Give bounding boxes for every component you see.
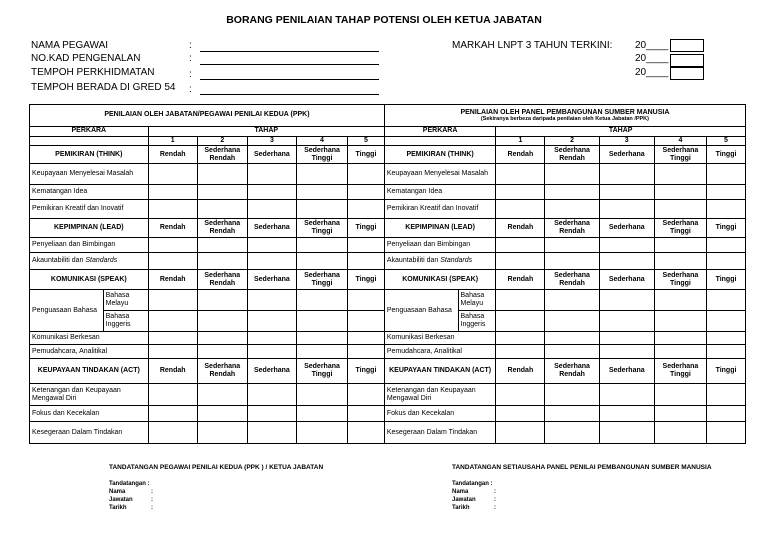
item-label-italic: Standards [85,257,118,265]
signature-left-title: TANDATANGAN PEGAWAI PENILAI KEDUA (PPK ) / KETUA JABATAN [109,464,324,471]
item-label: Pemudahcara, Analitikal [30,345,149,359]
rating-cell[interactable] [654,422,706,444]
item-label: Kematangan Idea [384,185,495,200]
rating-cell[interactable] [599,164,654,185]
rating-cell[interactable] [247,200,296,219]
rating-cell[interactable] [348,311,385,332]
field-label-tempoh: TEMPOH PERKHIDMATAN [31,67,155,78]
level-name: Rendah [148,146,197,164]
rating-cell[interactable] [148,200,197,219]
rating-cell[interactable] [296,200,347,219]
rating-cell[interactable] [296,185,347,200]
field-colon: : [189,84,192,95]
sig-field-nama [109,488,269,496]
rating-cell[interactable] [654,406,706,422]
rating-cell[interactable] [545,238,599,253]
level-name: Rendah [148,359,197,384]
level-name: Sederhana [599,146,654,164]
rating-cell[interactable] [348,185,385,200]
markah-year-2: 20____ [635,53,669,64]
level-name: Sederhana Tinggi [654,219,706,238]
item-label: Ketenangan dan Keupayaan Mengawal Diri [384,384,495,406]
rating-cell[interactable] [148,311,197,332]
rating-cell[interactable] [348,200,385,219]
level-name: Sederhana Rendah [545,359,599,384]
item-sublabel: Bahasa Inggeris [458,311,496,332]
rating-cell[interactable] [545,384,599,406]
right-panel-header [384,105,745,127]
rating-cell[interactable] [654,345,706,359]
level-name: Sederhana Rendah [197,219,247,238]
markah-year-3: 20____ [635,67,669,78]
rating-cell[interactable] [247,253,296,270]
rating-cell[interactable] [148,345,197,359]
section-lead: KEPIMPINAN (LEAD) [30,219,149,238]
sig-label: Jawatan [109,497,133,503]
rating-cell[interactable] [348,290,385,311]
rating-cell[interactable] [496,345,545,359]
level-name: Rendah [496,219,545,238]
perkara-header: PERKARA [30,127,149,137]
rating-cell[interactable] [654,332,706,345]
rating-cell[interactable] [348,164,385,185]
rating-cell[interactable] [545,332,599,345]
rating-cell[interactable] [496,384,545,406]
level-name: Tinggi [707,219,746,238]
level-name: Rendah [496,270,545,290]
rating-cell[interactable] [545,185,599,200]
level-number: 1 [148,137,197,146]
level-number: 3 [599,137,654,146]
rating-cell[interactable] [654,238,706,253]
perkara-header: PERKARA [384,127,495,137]
section-speak: KOMUNIKASI (SPEAK) [30,270,149,290]
item-label: Pemudahcara, Analitikal [384,345,495,359]
signature-left-fields [109,480,269,512]
level-name: Sederhana [247,146,296,164]
item-label: Keupayaan Menyelesai Masalah [30,164,149,185]
rating-cell[interactable] [296,253,347,270]
right-panel-subtitle: (Sekiranya berbeza daripada penilaian oleh Ketua Jabatan /PPK) [480,116,649,123]
section-act: KEUPAYAAN TINDAKAN (ACT) [384,359,495,384]
level-name: Sederhana Tinggi [654,270,706,290]
rating-cell[interactable] [197,345,247,359]
rating-cell[interactable] [247,345,296,359]
rating-cell[interactable] [296,311,347,332]
sig-field-tandatangan: Tandatangan : [109,481,150,487]
signature-right-fields [452,480,612,512]
rating-cell[interactable] [197,384,247,406]
item-label [30,253,149,270]
sig-label: Nama [452,489,469,495]
level-name: Sederhana [247,219,296,238]
rating-cell[interactable] [296,384,347,406]
rating-cell[interactable] [599,345,654,359]
level-name: Sederhana [247,359,296,384]
rating-cell[interactable] [148,406,197,422]
rating-cell[interactable] [496,164,545,185]
sig-colon: : [494,497,496,503]
rating-cell[interactable] [247,238,296,253]
rating-cell[interactable] [545,164,599,185]
level-number: 4 [654,137,706,146]
rating-cell[interactable] [654,185,706,200]
rating-cell[interactable] [599,185,654,200]
rating-cell[interactable] [707,200,746,219]
rating-cell[interactable] [599,200,654,219]
field-label-gred: TEMPOH BERADA DI GRED 54 [31,82,176,93]
sig-label: Jawatan [452,497,476,503]
level-name: Sederhana Rendah [197,146,247,164]
level-name: Sederhana [599,270,654,290]
level-number: 5 [348,137,385,146]
item-label: Fokus dan Kecekalan [384,406,495,422]
rating-cell[interactable] [599,311,654,332]
level-name: Sederhana Rendah [545,219,599,238]
item-label: Kesegeraan Dalam Tindakan [384,422,495,444]
rating-cell[interactable] [545,200,599,219]
item-label: Komunikasi Berkesan [30,332,149,345]
section-speak: KOMUNIKASI (SPEAK) [384,270,495,290]
item-sublabel: Bahasa Inggeris [103,311,148,332]
rating-cell[interactable] [496,422,545,444]
rating-cell[interactable] [296,422,347,444]
rating-cell[interactable] [707,238,746,253]
level-number: 5 [707,137,746,146]
nama-field[interactable] [200,51,379,52]
rating-cell[interactable] [197,406,247,422]
rating-cell[interactable] [599,384,654,406]
rating-cell[interactable] [496,253,545,270]
item-label-italic: Standards [440,257,473,265]
rating-cell[interactable] [496,200,545,219]
rating-cell[interactable] [348,253,385,270]
rating-cell[interactable] [496,185,545,200]
rating-cell[interactable] [348,332,385,345]
sig-field-jawatan [452,496,612,504]
markah-label: MARKAH LNPT 3 TAHUN TERKINI: [452,40,613,51]
rating-cell[interactable] [496,290,545,311]
level-name: Tinggi [707,359,746,384]
level-name: Sederhana Rendah [545,146,599,164]
rating-cell[interactable] [148,164,197,185]
rating-cell[interactable] [197,290,247,311]
rating-cell[interactable] [197,164,247,185]
level-name: Tinggi [348,146,385,164]
rating-cell[interactable] [496,238,545,253]
rating-cell[interactable] [707,185,746,200]
rating-cell[interactable] [654,290,706,311]
rating-cell[interactable] [599,406,654,422]
rating-cell[interactable] [348,345,385,359]
item-label: Keupayaan Menyelesai Masalah [384,164,495,185]
rating-cell[interactable] [197,200,247,219]
blank-cell [30,137,149,146]
item-label: Ketenangan dan Keupayaan Mengawal Diri [30,384,149,406]
sig-field-tarikh [109,504,269,512]
item-label-text: Akauntabiliti dan [386,257,439,265]
rating-cell[interactable] [148,290,197,311]
item-sublabel: Bahasa Melayu [458,290,496,311]
rating-cell[interactable] [496,311,545,332]
level-name: Sederhana Rendah [197,270,247,290]
rating-cell[interactable] [496,406,545,422]
level-name: Sederhana [599,219,654,238]
item-sublabel: Bahasa Melayu [103,290,148,311]
markah-box-3[interactable] [670,67,704,80]
rating-cell[interactable] [654,200,706,219]
signature-right-title: TANDATANGAN SETIAUSAHA PANEL PENILAI PEMBANGUNAN SUMBER MANUSIA [452,464,712,471]
sig-colon: : [151,505,153,511]
rating-cell[interactable] [707,253,746,270]
sig-field-nama [452,488,612,496]
rating-cell[interactable] [599,253,654,270]
level-number: 1 [496,137,545,146]
level-name: Sederhana [599,359,654,384]
rating-cell[interactable] [148,422,197,444]
rating-cell[interactable] [545,311,599,332]
gred-field[interactable] [200,94,379,95]
level-name: Sederhana Rendah [197,359,247,384]
rating-cell[interactable] [545,422,599,444]
rating-cell[interactable] [197,332,247,345]
rating-cell[interactable] [197,253,247,270]
rating-cell[interactable] [654,384,706,406]
level-name: Sederhana [247,270,296,290]
level-name: Sederhana Tinggi [296,270,347,290]
item-label: Komunikasi Berkesan [384,332,495,345]
level-name: Rendah [148,219,197,238]
rating-cell[interactable] [707,345,746,359]
rating-cell[interactable] [197,311,247,332]
left-panel-header: PENILAIAN OLEH JABATAN/PEGAWAI PENILAI KEDUA (PPK) [30,105,385,127]
rating-cell[interactable] [197,238,247,253]
level-name: Tinggi [707,270,746,290]
rating-cell[interactable] [148,185,197,200]
rating-cell[interactable] [348,406,385,422]
item-label: Pemikiran Kreatif dan Inovatif [30,200,149,219]
rating-cell[interactable] [599,290,654,311]
level-name: Tinggi [348,359,385,384]
item-label: Kesegeraan Dalam Tindakan [30,422,149,444]
section-lead: KEPIMPINAN (LEAD) [384,219,495,238]
level-name: Tinggi [707,146,746,164]
tahap-header: TAHAP [148,127,384,137]
markah-box-2[interactable] [670,54,704,67]
level-name: Sederhana Tinggi [654,359,706,384]
rating-cell[interactable] [296,238,347,253]
sig-field-tarikh [452,504,612,512]
assessment-table [29,104,746,444]
item-label: Fokus dan Kecekalan [30,406,149,422]
rating-cell[interactable] [247,422,296,444]
rating-cell[interactable] [707,290,746,311]
rating-cell[interactable] [599,238,654,253]
rating-cell[interactable] [707,311,746,332]
rating-cell[interactable] [707,384,746,406]
sig-colon: : [151,489,153,495]
level-name: Tinggi [348,219,385,238]
item-label: Penguasaan Bahasa [384,290,458,332]
level-name: Sederhana Tinggi [296,359,347,384]
item-label-text: Akauntabiliti dan [32,257,84,265]
right-panel-title: PENILAIAN OLEH PANEL PEMBANGUNAN SUMBER MANUSIA [460,108,670,116]
sig-colon: : [494,505,496,511]
rating-cell[interactable] [707,422,746,444]
level-name: Sederhana Tinggi [296,219,347,238]
rating-cell[interactable] [296,164,347,185]
rating-cell[interactable] [148,238,197,253]
sig-label: Tarikh [452,505,470,511]
rating-cell[interactable] [148,253,197,270]
sig-label: Nama [109,489,126,495]
rating-cell[interactable] [348,422,385,444]
sig-colon: : [151,497,153,503]
level-number: 2 [545,137,599,146]
rating-cell[interactable] [545,290,599,311]
item-label: Pemikiran Kreatif dan Inovatif [384,200,495,219]
section-think: PEMIKIRAN (THINK) [384,146,495,164]
rating-cell[interactable] [247,290,296,311]
level-name: Rendah [148,270,197,290]
rating-cell[interactable] [197,422,247,444]
rating-cell[interactable] [348,384,385,406]
rating-cell[interactable] [599,332,654,345]
tahap-header: TAHAP [496,127,746,137]
rating-cell[interactable] [707,164,746,185]
rating-cell[interactable] [148,384,197,406]
rating-cell[interactable] [496,332,545,345]
rating-cell[interactable] [296,290,347,311]
level-number: 4 [296,137,347,146]
field-label-nokad: NO.KAD PENGENALAN [31,53,141,64]
item-label: Kematangan Idea [30,185,149,200]
item-label: Penguasaan Bahasa [30,290,104,332]
rating-cell[interactable] [348,238,385,253]
level-name: Rendah [496,146,545,164]
rating-cell[interactable] [654,311,706,332]
field-label-nama: NAMA PEGAWAI [31,40,109,51]
level-name: Tinggi [348,270,385,290]
rating-cell[interactable] [247,311,296,332]
level-name: Sederhana Tinggi [296,146,347,164]
item-label: Penyeliaan dan Bimbingan [30,238,149,253]
field-colon: : [189,40,192,51]
rating-cell[interactable] [296,406,347,422]
level-name: Sederhana Rendah [545,270,599,290]
rating-cell[interactable] [247,164,296,185]
rating-cell[interactable] [247,332,296,345]
rating-cell[interactable] [654,164,706,185]
rating-cell[interactable] [296,332,347,345]
item-label: Penyeliaan dan Bimbingan [384,238,495,253]
rating-cell[interactable] [707,332,746,345]
rating-cell[interactable] [148,332,197,345]
field-colon: : [189,69,192,80]
rating-cell[interactable] [654,253,706,270]
item-label [384,253,495,270]
level-number: 2 [197,137,247,146]
rating-cell[interactable] [247,185,296,200]
level-name: Rendah [496,359,545,384]
rating-cell[interactable] [197,185,247,200]
field-colon: : [189,53,192,64]
form-title: BORANG PENILAIAN TAHAP POTENSI OLEH KETUA JABATAN [226,14,542,26]
section-act: KEUPAYAAN TINDAKAN (ACT) [30,359,149,384]
rating-cell[interactable] [545,253,599,270]
nokad-field[interactable] [200,64,379,65]
blank-cell [384,137,495,146]
rating-cell[interactable] [545,406,599,422]
sig-field-jawatan [109,496,269,504]
sig-field-tandatangan: Tandatangan : [452,481,493,487]
rating-cell[interactable] [545,345,599,359]
tempoh-field[interactable] [200,79,379,80]
markah-year-1: 20____ [635,40,669,51]
rating-cell[interactable] [599,422,654,444]
rating-cell[interactable] [247,384,296,406]
rating-cell[interactable] [247,406,296,422]
level-name: Sederhana Tinggi [654,146,706,164]
section-think: PEMIKIRAN (THINK) [30,146,149,164]
rating-cell[interactable] [707,406,746,422]
rating-cell[interactable] [296,345,347,359]
level-number: 3 [247,137,296,146]
sig-colon: : [494,489,496,495]
markah-box-1[interactable] [670,39,704,52]
sig-label: Tarikh [109,505,127,511]
